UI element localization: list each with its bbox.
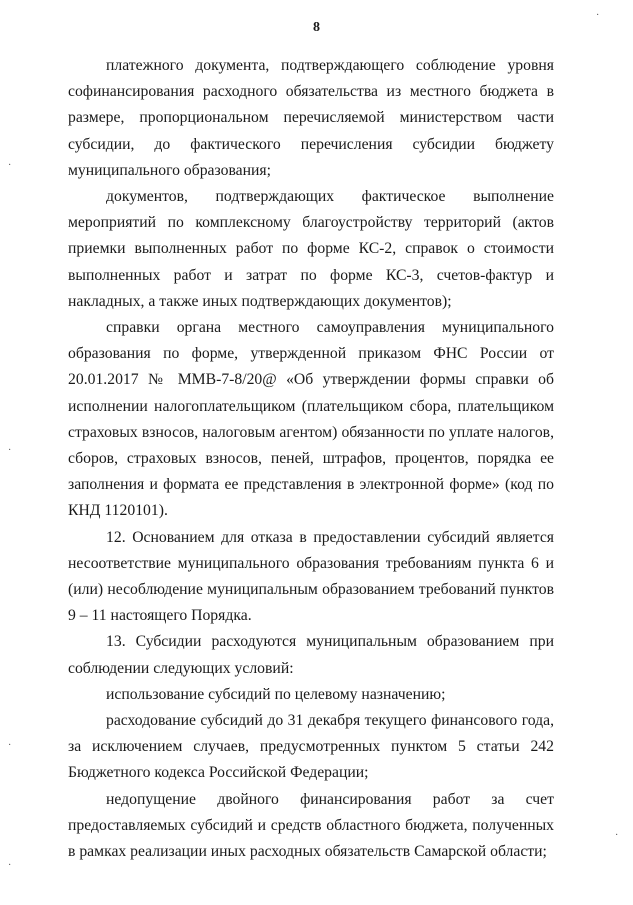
scan-mark-2: ·: [8, 160, 12, 171]
scan-mark-6: ·: [615, 830, 619, 841]
paragraph-payment-document: платежного документа, подтверждающего соблюдение уровня софинансирования расходного обязательства из местного бюджета в размере, пропорциональном перечисляемой министерством части субсидии, до фактического перечисления субсидии бюджету муниципального образования;: [68, 57, 554, 179]
page-number: 8: [313, 20, 320, 35]
scan-mark-4: ·: [8, 740, 12, 751]
document-body: [68, 53, 554, 865]
paragraph-condition-purpose: использование субсидий по целевому назначению;: [106, 685, 446, 703]
paragraph-item-12: 12. Основанием для отказа в предоставлении субсидий является несоответствие муниципального образования требованиям пункта 6 и (или) несоблюдение муниципальным образованием требований пунктов 9 – 11 настоящего Порядка.: [68, 528, 554, 625]
paragraph-work-documents: документов, подтверждающих фактическое выполнение мероприятий по комплексному благоустройству территорий (актов приемки выполненных работ по форме КС-2, справок о стоимости выполненных работ и затрат по форме КС-3, счетов-фактур и накладных, а также иных подтверждающих документов);: [68, 188, 554, 310]
paragraph-tax-certificate: справки органа местного самоуправления муниципального образования по форме, утвержденной приказом ФНС России от 20.01.2017 № ММВ-7-8/20@ «Об утверждении формы справки об исполнении налогоплательщиком (плательщиком сбора, плательщиком страховых взносов, налоговым агентом) обязанности по уплате налогов, сборов, страховых взносов, пеней, штрафов, процентов, порядка ее заполнения и формата ее представления в электронной форме» (код по КНД 1120101).: [68, 319, 554, 520]
scan-mark-1: ·: [596, 10, 600, 21]
paragraph-condition-deadline: расходование субсидий до 31 декабря текущего финансового года, за исключением случаев, предусмотренных пунктом 5 статьи 242 Бюджетного кодекса Российской Федерации;: [68, 712, 554, 782]
scan-mark-5: ·: [8, 860, 12, 871]
paragraph-condition-no-double-funding: недопущение двойного финансирования работ за счет предоставляемых субсидий и средств областного бюджета, полученных в рамках реализации иных расходных обязательств Самарской области;: [68, 790, 554, 861]
scan-mark-3: ·: [8, 445, 12, 456]
paragraph-item-13: 13. Субсидии расходуются муниципальным образованием при соблюдении следующих условий:: [68, 633, 554, 677]
